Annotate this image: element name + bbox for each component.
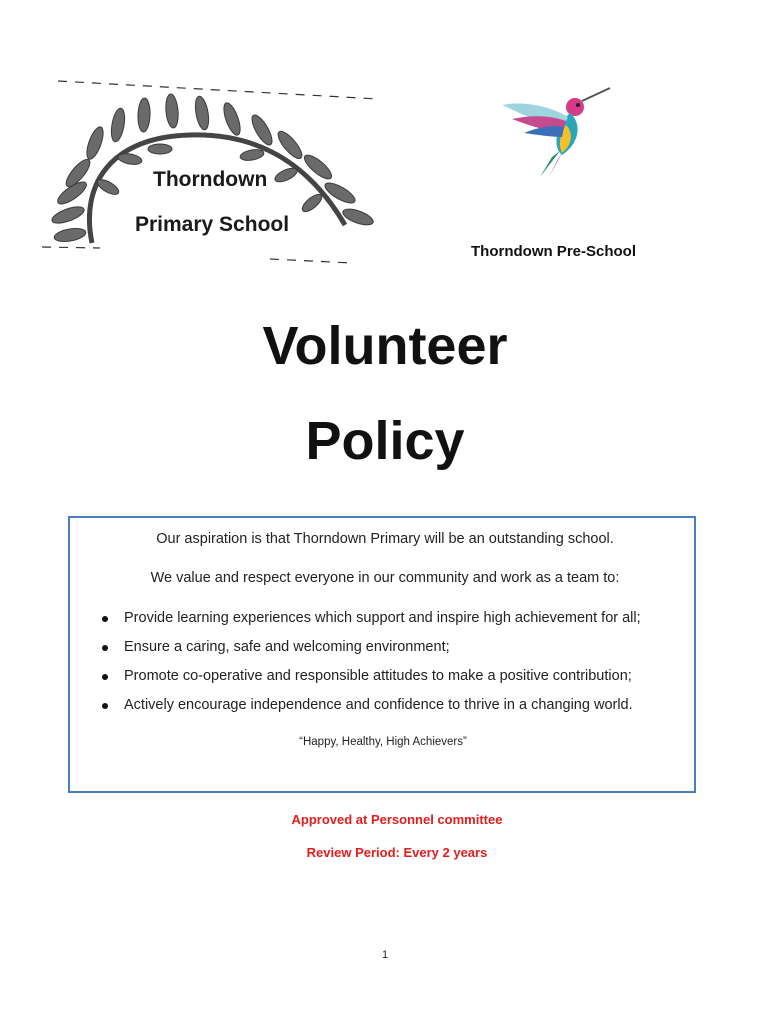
list-item: Ensure a caring, safe and welcoming environment; xyxy=(100,633,690,662)
review-period-note: Review Period: Every 2 years xyxy=(306,845,488,860)
school-name-line2: Primary School xyxy=(135,213,290,236)
school-name-line1: Thorndown xyxy=(153,168,268,191)
preschool-label: Thorndown Pre-School xyxy=(471,243,636,260)
school-motto: “Happy, Healthy, High Achievers” xyxy=(299,736,467,748)
page-number: 1 xyxy=(381,949,389,961)
bullet-icon xyxy=(102,703,108,709)
aspiration-text: Our aspiration is that Thorndown Primary will be an outstanding school. xyxy=(156,531,614,547)
preschool-logo xyxy=(500,85,615,180)
hummingbird-icon xyxy=(500,85,615,180)
bullet-icon xyxy=(102,645,108,651)
list-item: Promote co-operative and responsible attitudes to make a positive contribution; xyxy=(100,662,690,691)
values-intro-text: We value and respect everyone in our community and work as a team to: xyxy=(150,570,620,586)
bullet-icon xyxy=(102,616,108,622)
values-list xyxy=(100,604,690,720)
list-item: Provide learning experiences which support and inspire high achievement for all; xyxy=(100,604,690,633)
page-title-line1: Volunteer xyxy=(262,316,508,376)
page-title-line2: Policy xyxy=(305,411,465,471)
approval-note: Approved at Personnel committee xyxy=(291,812,503,827)
bullet-icon xyxy=(102,674,108,680)
list-item: Actively encourage independence and confidence to thrive in a changing world. xyxy=(100,691,690,720)
